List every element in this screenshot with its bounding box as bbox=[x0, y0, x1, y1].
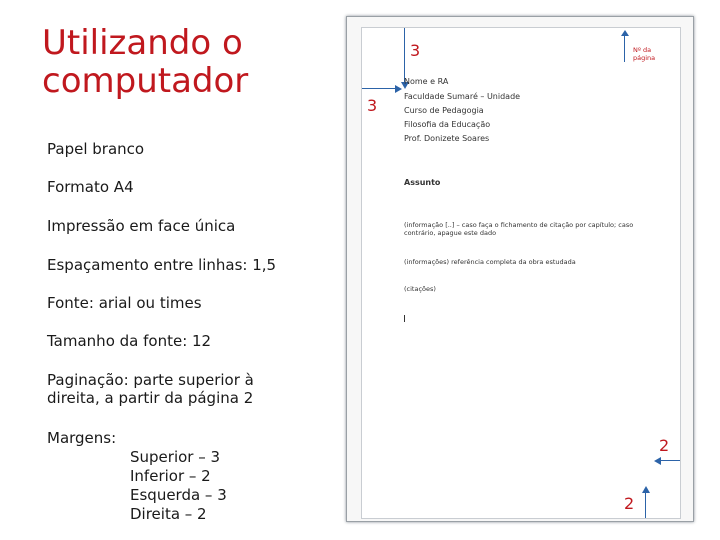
document-info-line: (informação [..] – caso faça o fichamento de citação por capítulo; caso contrário, apague este dado bbox=[404, 221, 634, 237]
bullet-printing: Impressão em face única bbox=[47, 217, 236, 235]
right-margin-number: 2 bbox=[659, 436, 670, 455]
right-margin-guide bbox=[658, 460, 680, 461]
bullet-font: Fonte: arial ou times bbox=[47, 294, 202, 312]
header-college: Faculdade Sumaré – Unidade bbox=[404, 92, 521, 101]
left-margin-guide bbox=[362, 88, 396, 89]
arrow-right-icon bbox=[395, 85, 402, 93]
margin-left-item: Esquerda – 3 bbox=[130, 486, 227, 504]
header-professor: Prof. Donizete Soares bbox=[404, 134, 490, 143]
header-subject: Filosofia da Educação bbox=[404, 120, 491, 129]
bullet-margins: Margens: bbox=[47, 429, 117, 447]
document-subject: Assunto bbox=[404, 178, 441, 187]
document-preview bbox=[346, 16, 694, 522]
document-citations: (citações) bbox=[404, 285, 436, 293]
left-margin-number: 3 bbox=[367, 96, 378, 115]
bullet-paper: Papel branco bbox=[47, 140, 145, 158]
page-title: Utilizando o computador bbox=[42, 23, 249, 101]
header-course: Curso de Pedagogia bbox=[404, 106, 484, 115]
arrow-up-icon-bottom bbox=[642, 486, 650, 493]
document-reference-line: (informações) referência completa da obra estudada bbox=[404, 258, 576, 266]
bottom-margin-number: 2 bbox=[624, 494, 635, 513]
arrow-left-icon bbox=[654, 457, 661, 465]
bullet-font-size: Tamanho da fonte: 12 bbox=[47, 332, 212, 350]
page-number-guide bbox=[624, 34, 625, 62]
bullet-spacing: Espaçamento entre linhas: 1,5 bbox=[47, 256, 277, 274]
bullet-pagination: Paginação: parte superior à direita, a partir da página 2 bbox=[47, 371, 254, 407]
margin-top-item: Superior – 3 bbox=[130, 448, 221, 466]
arrow-up-icon bbox=[621, 30, 629, 36]
top-margin-number: 3 bbox=[410, 41, 421, 60]
margin-right-item: Direita – 2 bbox=[130, 505, 207, 523]
document-page bbox=[361, 27, 681, 519]
bullet-format: Formato A4 bbox=[47, 178, 134, 196]
margin-bottom-item: Inferior – 2 bbox=[130, 467, 211, 485]
page-number-label: Nº da página bbox=[633, 46, 656, 62]
header-name: Nome e RA bbox=[404, 77, 449, 86]
bottom-margin-guide bbox=[645, 491, 646, 518]
text-cursor bbox=[404, 315, 405, 322]
